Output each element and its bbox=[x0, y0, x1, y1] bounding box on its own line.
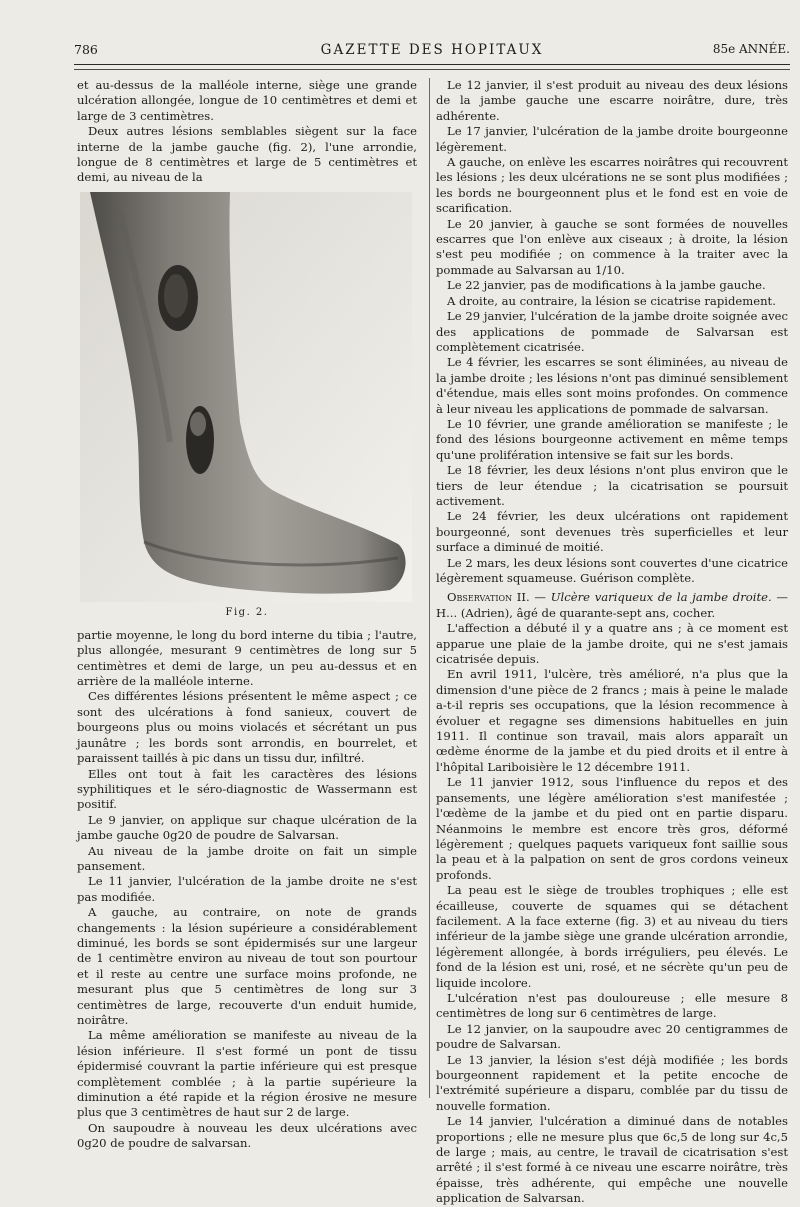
paragraph: Au niveau de la jambe droite on fait un simple pansement. bbox=[77, 843, 417, 873]
paragraph: Le 14 janvier, l'ulcération a diminué dans de notables proportions ; elle ne mesure plus que 6c,5 de long sur 4c,5 de large ; mais, au centre, le travail de cicatrisation s'est arrêté ; il s'est formé à ce niveau une escarre noirâtre, très épaisse, très adhérente, qui empêche une nouvelle application de Salvarsan. bbox=[436, 1114, 788, 1206]
paragraph: L'affection a débuté il y a quatre ans ; à ce moment est apparue une plaie de la jambe droite, qui ne s'est jamais cicatrisée depuis. bbox=[436, 621, 788, 667]
paragraph: Le 11 janvier 1912, sous l'influence du repos et des pansements, une légère amélioration s'est manifestée ; l'œdème de la jambe et du pied ont en partie disparu. Néanmoins le membre est encore très gros, déformé légèrement ; quelques paquets variqueux font saillie sous la peau et à la palpation on sent de gros cordons veineux profonds. bbox=[436, 775, 788, 882]
paragraph: Le 12 janvier, il s'est produit au niveau des deux lésions de la jambe gauche une escarre noirâtre, dure, très adhérente. bbox=[436, 78, 788, 123]
paragraph: Ces différentes lésions présentent le même aspect ; ce sont des ulcérations à fond sanieux, couvert de bourgeons plus ou moins violacés et sécrétant un pus jaunâtre ; les bords sont arrondis, en bourrelet, et paraissent taillés à pic dans un tissu dur, infiltré. bbox=[77, 689, 417, 766]
paragraph: Le 18 février, les deux lésions n'ont plus environ que le tiers de leur étendue ; la cicatrisation se poursuit activement. bbox=[436, 463, 788, 508]
paragraph: Elles ont tout à fait les caractères des lésions syphilitiques et le séro-diagnostic de Wassermann est positif. bbox=[77, 766, 417, 812]
paragraph: La même amélioration se manifeste au niveau de la lésion inférieure. Il s'est formé un pont de tissu épidermisé couvrant la partie inférieure qui est presque complètement comblée ; à la partie supérieure la diminution a été rapide et la région érosive ne mesure plus que 3 centimètres de haut sur 2 de large. bbox=[77, 1028, 417, 1120]
running-header bbox=[74, 38, 790, 60]
paragraph: Le 13 janvier, la lésion s'est déjà modifiée ; les bords bourgeonnent rapidement et la petite encoche de l'extrémité supérieure a disparu, comblée par du tissu de nouvelle formation. bbox=[436, 1052, 788, 1113]
header-rule-thin bbox=[74, 69, 790, 70]
journal-title: GAZETTE DES HOPITAUX bbox=[320, 42, 544, 58]
right-column bbox=[436, 78, 788, 1207]
paragraph: La peau est le siège de troubles trophiques ; elle est écailleuse, couverte de squames qui se détachent facilement. A la face externe (fig. 3) et au niveau du tiers inférieur de la jambe siège une grande ulcération arrondie, légèrement allongée, à bords irréguliers, peu élevés. Le fond de la lésion est uni, rosé, et ne sécrète qu'un peu de liquide incolore. bbox=[436, 883, 788, 990]
paragraph: A gauche, au contraire, on note de grands changements : la lésion supérieure a considérablement diminué, les bords se sont épidermisés sur une largeur de 1 centimètre environ au niveau de tout son pourtour et il reste au centre une surface moins profonde, ne mesurant plus que 5 centimètres de long sur 3 centimètres de large, recouverte d'un enduit humide, noirâtre. bbox=[77, 905, 417, 1027]
leg-illustration bbox=[80, 192, 412, 602]
paragraph: Le 29 janvier, l'ulcération de la jambe droite soignée avec des applications de pommade de Salvarsan est complètement cicatrisée. bbox=[436, 309, 788, 354]
paragraph: Le 2 mars, les deux lésions sont couvertes d'une cicatrice légèrement squameuse. Guérison complète. bbox=[436, 555, 788, 585]
paragraph: et au-dessus de la malléole interne, siège une grande ulcération allongée, longue de 10 centimètres et demi et large de 3 centimètres. bbox=[77, 78, 417, 123]
observation-title: Ulcère variqueux de la jambe droite. bbox=[550, 590, 772, 605]
paragraph: Le 20 janvier, à gauche se sont formées de nouvelles escarres que l'on enlève aux ciseaux ; à droite, la lésion s'est peu modifiée ; on commence à la traiter avec la pommade au Salvarsan au 1/10. bbox=[436, 216, 788, 277]
volume-year: 85e ANNÉE. bbox=[712, 42, 790, 56]
paragraph: Le 12 janvier, on la saupoudre avec 20 centigrammes de poudre de Salvarsan. bbox=[436, 1021, 788, 1052]
paragraph: Deux autres lésions semblables siègent sur la face interne de la jambe gauche (fig. 2), l'une arrondie, longue de 8 centimètres et large de 5 centimètres et demi, au niveau de la bbox=[77, 124, 417, 185]
figure-leg-photo bbox=[77, 190, 417, 626]
paragraph: A gauche, on enlève les escarres noirâtres qui recouvrent les lésions ; les deux ulcérations ne se sont plus modifiées ; les bords ne bourgeonnent plus et le fond est en voie de scarification. bbox=[436, 155, 788, 216]
observation-label: Observation II. bbox=[447, 590, 530, 605]
paragraph: Le 11 janvier, l'ulcération de la jambe droite ne s'est pas modifiée. bbox=[77, 874, 417, 904]
left-column bbox=[77, 78, 417, 1152]
paragraph: A droite, au contraire, la lésion se cicatrise rapidement. bbox=[447, 293, 776, 308]
header-rule-thick bbox=[74, 64, 790, 65]
paragraph: Le 4 février, les escarres se sont éliminées, au niveau de la jambe droite ; les lésions n'ont pas diminué sensiblement d'étendue, mais elles sont moins profondes. On commence à leur niveau les applications de pommade de salvarsan. bbox=[436, 355, 788, 416]
paragraph: Le 22 janvier, pas de modifications à la jambe gauche. bbox=[447, 278, 766, 293]
paragraph: On saupoudre à nouveau les deux ulcérations avec 0g20 de poudre de salvarsan. bbox=[77, 1120, 417, 1151]
figure-caption: Fig. 2. bbox=[225, 606, 269, 618]
observation-heading: Observation II. — Ulcère variqueux de la jambe droite. — H... (Adrien), âgé de quarante-sept ans, cocher. bbox=[436, 590, 789, 620]
page-number: 786 bbox=[74, 42, 98, 57]
paragraph: Le 17 janvier, l'ulcération de la jambe droite bourgeonne légèrement. bbox=[436, 124, 788, 154]
paragraph: partie moyenne, le long du bord interne du tibia ; l'autre, plus allongée, mesurant 9 centimètres de long sur 5 centimètres et demi de large, un peu au-dessus et en arrière de la malléole interne. bbox=[77, 627, 417, 689]
paragraph: Le 24 février, les deux ulcérations ont rapidement bourgeonné, sont devenues très superficielles et leur surface a diminué de moitié. bbox=[436, 509, 788, 555]
paragraph: En avril 1911, l'ulcère, très amélioré, n'a plus que la dimension d'une pièce de 2 francs ; mais à peine le malade a-t-il repris ses occupations, que la lésion recommence à évoluer et regagne ses dimensions habituelles en juin 1911. Il continue son travail, mais alors apparaît un œdème énorme de la jambe et du pied droits et il entre à l'hôpital Lariboisière le 12 décembre 1911. bbox=[436, 667, 788, 774]
observation-patient: H... (Adrien), âgé de quarante-sept ans, cocher. bbox=[436, 605, 716, 620]
column-divider bbox=[429, 78, 430, 1098]
paragraph: L'ulcération n'est pas douloureuse ; elle mesure 8 centimètres de long sur 6 centimètres de large. bbox=[436, 990, 788, 1021]
upper-ulcer-center bbox=[164, 274, 188, 318]
paragraph: Le 10 février, une grande amélioration se manifeste ; le fond des lésions bourgeonne activement en même temps qu'une prolifération intensive se fait sur les bords. bbox=[436, 416, 788, 462]
lower-ulcer-bridge bbox=[190, 412, 206, 436]
paragraph: Le 9 janvier, on applique sur chaque ulcération de la jambe gauche 0g20 de poudre de Salvarsan. bbox=[77, 812, 417, 843]
